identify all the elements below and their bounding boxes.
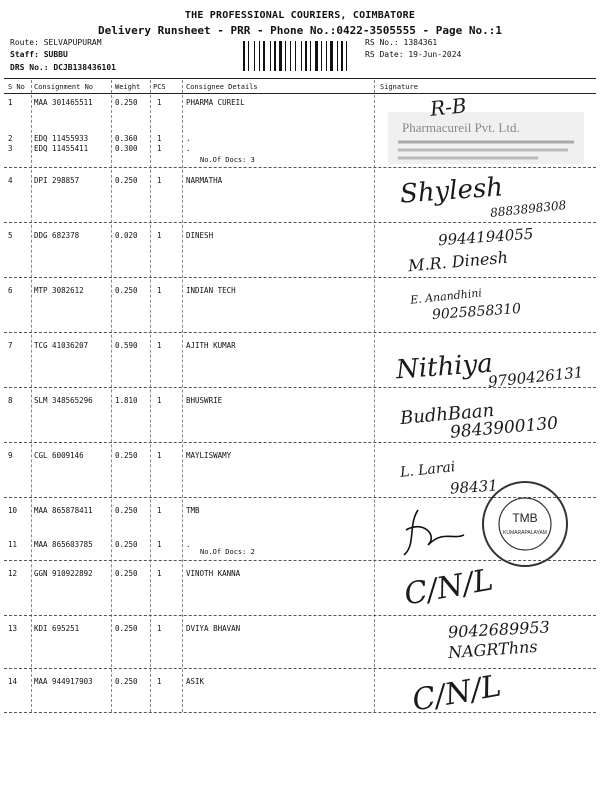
- cell-cons: KDI 695251: [34, 624, 80, 633]
- cell-pcs: 1: [157, 286, 162, 295]
- cell-sno: 7: [8, 341, 13, 350]
- cell-wt: 0.250: [115, 176, 138, 185]
- cell-name: DVIYA BHAVAN: [186, 624, 241, 633]
- cell-pcs: 1: [157, 134, 162, 143]
- barcode-bar: [337, 41, 338, 71]
- signature: BudhBaan: [399, 399, 495, 430]
- barcode-bar: [243, 41, 245, 71]
- barcode-bar: [290, 41, 291, 71]
- cell-cons: DDG 682378: [34, 231, 80, 240]
- cell-pcs: 1: [157, 176, 162, 185]
- cell-sno: 11: [8, 540, 18, 549]
- cell-wt: 0.020: [115, 231, 138, 240]
- cell-wt: 0.250: [115, 624, 138, 633]
- signature: Nithiya: [395, 348, 494, 386]
- col-signature: Signature: [380, 83, 418, 91]
- cell-cons: EDQ 11455411: [34, 144, 89, 153]
- barcode-bar: [274, 41, 276, 71]
- barcode-bar: [334, 41, 336, 71]
- cell-pcs: 1: [157, 506, 162, 515]
- cell-pcs: 1: [157, 144, 162, 153]
- barcode-bar: [326, 41, 327, 71]
- row-divider: [4, 615, 596, 616]
- docs-count-note: No.Of Docs: 3: [200, 156, 255, 164]
- cell-wt: 0.250: [115, 540, 138, 549]
- signature-phone: 9944194055: [437, 224, 534, 250]
- cell-name: TMB: [186, 506, 200, 515]
- cell-wt: 0.250: [115, 451, 138, 460]
- row-divider: [4, 668, 596, 669]
- barcode: [243, 41, 359, 71]
- barcode-bar: [330, 41, 333, 71]
- signature: E. Anandhini: [409, 286, 483, 307]
- cell-pcs: 1: [157, 396, 162, 405]
- cell-wt: 0.360: [115, 134, 138, 143]
- cell-sno: 6: [8, 286, 13, 295]
- barcode-bar: [279, 41, 282, 71]
- cell-wt: 0.250: [115, 677, 138, 686]
- row-divider: [4, 222, 596, 223]
- company-title: THE PROFESSIONAL COURIERS, COIMBATORE: [184, 10, 416, 21]
- cell-name: PHARMA CUREIL: [186, 98, 245, 107]
- cell-sno: 2: [8, 134, 13, 143]
- col-pcs: PCS: [153, 83, 166, 91]
- barcode-bar: [328, 41, 329, 71]
- barcode-bar: [310, 41, 311, 71]
- col-sno: S No: [8, 83, 25, 91]
- rs-date: RS Date: 19-Jun-2024: [365, 50, 462, 59]
- barcode-bar: [266, 41, 269, 71]
- cell-wt: 0.300: [115, 144, 138, 153]
- cell-wt: 0.590: [115, 341, 138, 350]
- cell-sno: 12: [8, 569, 18, 578]
- cell-cons: MAA 301465511: [34, 98, 93, 107]
- barcode-bar: [344, 41, 345, 71]
- barcode-bar: [348, 41, 350, 71]
- signature: C/N/L: [401, 562, 496, 613]
- cell-name: .: [186, 540, 191, 549]
- cell-name: .: [186, 144, 191, 153]
- signature: Shylesh: [399, 172, 504, 210]
- cell-sno: 1: [8, 98, 13, 107]
- cell-wt: 0.250: [115, 286, 138, 295]
- cell-sno: 10: [8, 506, 18, 515]
- cell-cons: DPI 298857: [34, 176, 80, 185]
- cell-name: MAYLISWAMY: [186, 451, 232, 460]
- barcode-bar: [319, 41, 320, 71]
- barcode-bar: [292, 41, 294, 71]
- cell-cons: GGN 910922892: [34, 569, 93, 578]
- cell-name: ASIK: [186, 677, 205, 686]
- signature: L. Larai: [399, 459, 457, 481]
- route-label: Route: SELVAPUPURAM: [10, 38, 102, 47]
- barcode-bar: [250, 41, 253, 71]
- cell-sno: 4: [8, 176, 13, 185]
- barcode-bar: [277, 41, 278, 71]
- cell-wt: 0.250: [115, 506, 138, 515]
- barcode-bar: [315, 41, 318, 71]
- barcode-bar: [341, 41, 343, 71]
- signature: R-B: [428, 93, 468, 121]
- signature-phone: 98431: [449, 476, 499, 498]
- cell-pcs: 1: [157, 540, 162, 549]
- cell-pcs: 1: [157, 231, 162, 240]
- drs-number: DRS No.: DCJB138436101: [10, 63, 116, 72]
- signature: M.R. Dinesh: [407, 247, 509, 276]
- barcode-bar: [261, 41, 262, 71]
- cell-name: DINESH: [186, 231, 214, 240]
- staff-label: Staff: SUBBU: [10, 50, 68, 59]
- cell-sno: 8: [8, 396, 13, 405]
- row-divider: [4, 442, 596, 443]
- cell-wt: 1.810: [115, 396, 138, 405]
- cell-cons: MAA 865878411: [34, 506, 93, 515]
- barcode-bar: [246, 41, 247, 71]
- cell-pcs: 1: [157, 98, 162, 107]
- barcode-bar: [285, 41, 286, 71]
- cell-sno: 13: [8, 624, 18, 633]
- col-weight: Weight: [115, 83, 141, 91]
- cell-cons: MTP 3082612: [34, 286, 84, 295]
- barcode-bar: [259, 41, 260, 71]
- row-divider: [4, 712, 596, 713]
- barcode-bar: [297, 41, 300, 71]
- cell-cons: TCG 41036207: [34, 341, 89, 350]
- signature-phone: 9843900130: [449, 413, 559, 443]
- cell-cons: CGL 6009146: [34, 451, 84, 460]
- barcode-bar: [346, 41, 347, 71]
- barcode-bar: [295, 41, 296, 71]
- cell-pcs: 1: [157, 677, 162, 686]
- cell-wt: 0.250: [115, 569, 138, 578]
- docs-count-note: No.Of Docs: 2: [200, 548, 255, 556]
- barcode-bar: [321, 41, 322, 71]
- cell-sno: 3: [8, 144, 13, 153]
- cell-pcs: 1: [157, 624, 162, 633]
- signature-phone: 9042689953: [447, 617, 551, 642]
- barcode-bar: [323, 41, 325, 71]
- cell-pcs: 1: [157, 341, 162, 350]
- cell-sno: 5: [8, 231, 13, 240]
- barcode-bar: [263, 41, 265, 71]
- cell-name: .: [186, 134, 191, 143]
- runsheet-title: Delivery Runsheet - PRR - Phone No.:0422-3505555 - Page No.:1: [98, 24, 502, 37]
- rs-number: RS No.: 1384361: [365, 38, 438, 47]
- barcode-bar: [301, 41, 302, 71]
- table-top-rule: [4, 78, 596, 79]
- barcode-bar: [254, 41, 255, 71]
- signature-phone: 8883898308: [489, 198, 567, 220]
- signature-scribble: [398, 500, 468, 560]
- cell-name: NARMATHA: [186, 176, 223, 185]
- barcode-bar: [270, 41, 271, 71]
- stamp-text: Pharmacureil Pvt. Ltd.: [402, 120, 520, 135]
- seal-center: TMB: [512, 511, 538, 525]
- cell-pcs: 1: [157, 451, 162, 460]
- cell-wt: 0.250: [115, 98, 138, 107]
- pharmacureil-stamp: [388, 112, 584, 164]
- col-consignee: Consignee Details: [186, 83, 258, 91]
- signature-phone: 9025858310: [431, 300, 522, 324]
- barcode-bar: [312, 41, 314, 71]
- row-divider: [4, 277, 596, 278]
- cell-sno: 9: [8, 451, 13, 460]
- cell-name: VINOTH KANNA: [186, 569, 241, 578]
- barcode-bar: [339, 41, 340, 71]
- cell-pcs: 1: [157, 569, 162, 578]
- barcode-bar: [283, 41, 284, 71]
- cell-cons: MAA 944917903: [34, 677, 93, 686]
- signature: NAGRThns: [447, 636, 539, 663]
- seal-sub: KUMARAPALAYAM: [503, 530, 547, 536]
- signature: C/N/L: [409, 668, 504, 719]
- table-row: [0, 677, 600, 727]
- row-divider: [4, 332, 596, 333]
- barcode-bar: [308, 41, 309, 71]
- cell-cons: SLM 348565296: [34, 396, 93, 405]
- barcode-bar: [272, 41, 273, 71]
- table-header-rule: [4, 93, 596, 94]
- signature-phone: 9790426131: [487, 363, 585, 391]
- cell-cons: MAA 865603785: [34, 540, 93, 549]
- cell-cons: EDQ 11455933: [34, 134, 89, 143]
- barcode-bar: [256, 41, 258, 71]
- cell-name: INDIAN TECH: [186, 286, 236, 295]
- cell-name: AJITH KUMAR: [186, 341, 236, 350]
- barcode-bar: [287, 41, 289, 71]
- barcode-bar: [303, 41, 304, 71]
- cell-sno: 14: [8, 677, 18, 686]
- barcode-bar: [305, 41, 307, 71]
- col-consignment: Consignment No: [34, 83, 94, 91]
- table-row: [0, 176, 600, 226]
- cell-name: BHUSWRIE: [186, 396, 223, 405]
- barcode-bar: [248, 41, 249, 71]
- row-divider: [4, 167, 596, 168]
- table-row: [0, 569, 600, 619]
